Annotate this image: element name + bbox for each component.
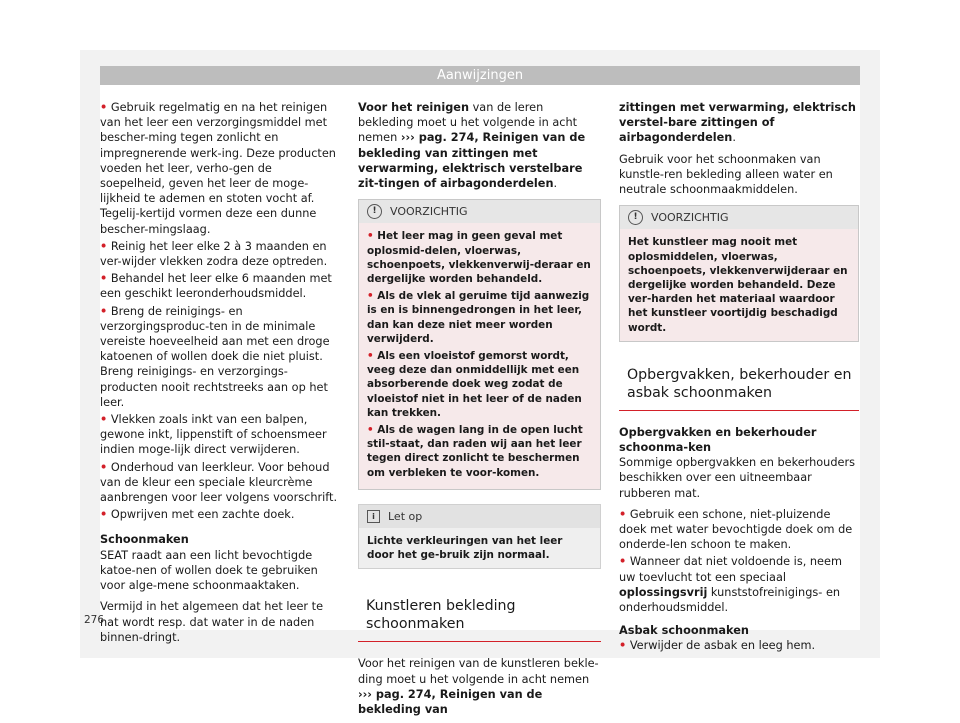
bullet-icon: • (100, 460, 108, 474)
bullet-icon: • (367, 290, 374, 303)
info-icon: i (367, 510, 380, 523)
list-item: • Als de vlek al geruime tijd aanwezig is en is binnengedrongen in het leer, dan kan deze niet meer worden verwijderd. (367, 290, 590, 345)
list-item: • Het leer mag in geen geval met oplosmid-delen, vloerwas, schoenpoets, vlekkenverwij-deraar en dergelijke worden behandeld. (367, 230, 591, 286)
list-item: • Verwijder de asbak en leeg hem. (619, 639, 816, 653)
warning-box (619, 205, 859, 342)
paragraph: Gebruik voor het schoonmaken van kunstle-ren bekleding alleen water en neutrale schoonmaakmiddelen. (619, 152, 833, 197)
paragraph-continuation: zittingen met verwarming, elektrisch verstel-bare zittingen of airbagonderdelen. (619, 101, 856, 145)
bullet-icon: • (100, 272, 108, 286)
page-reference-link[interactable]: ››› pag. 274, Reinigen van de bekleding van zittingen met verwarming, elektrisch verstelbare zit-tingen of airbagonderdelen (358, 131, 586, 191)
bullet-icon: • (367, 350, 374, 363)
list-item: • Als een vloeistof gemorst wordt, veeg deze dan onmiddellijk met een absorberende doek weg zodat de vloeistof niet in het leer of de naden kan trekken. (367, 350, 582, 419)
column-1 (100, 100, 340, 651)
bullet-icon: • (619, 507, 627, 521)
bullet-icon: • (100, 304, 108, 318)
bullet-icon: • (100, 101, 108, 114)
warning-icon: ! (367, 204, 382, 219)
subheading-schoonmaken: Schoonmaken (100, 533, 189, 547)
page-reference-link[interactable]: zittingen met verwarming, elektrisch verstel-bare zittingen of airbagonderdelen (619, 101, 856, 145)
warning-header: ! VOORZICHTIG (359, 200, 600, 223)
bullet-icon: • (619, 639, 627, 653)
list-item: • Onderhoud van leerkleur. Voor behoud van de kleur een speciale kleurcrème aanbrengen voor leer volgens voorschrift. (100, 460, 338, 505)
page-header: Aanwijzingen (100, 66, 860, 85)
page-reference-link[interactable]: ››› pag. 274, Reinigen van de bekleding van (358, 687, 543, 717)
list-item: • Breng de reinigings- en verzorgingsproduc-ten in de minimale vereiste hoeveelheid aan met een droge katoenen of wollen doek die niet pluist. Breng reinigings- en verzorgings-producten nooit rechtstreeks aan op het leer. (100, 304, 330, 409)
subheading-asbak: Asbak schoonmaken (619, 624, 749, 638)
list-item: • Opwrijven met een zachte doek. (100, 508, 295, 522)
bullet-icon: • (367, 424, 374, 437)
intro-paragraph: Voor het reinigen van de leren bekleding moet u het volgende in acht nemen ››› pag. 274, Reinigen van de bekleding van zittingen met verwarming, elektrisch verstelbare zit-tingen of airbagonderdelen. (358, 101, 586, 191)
column-2 (358, 100, 601, 723)
list-item: • Gebruik regelmatig en na het reinigen van het leer een verzorgingsmiddel met bescher-ming tegen zonlicht en impregnerende werk-ing. Deze producten voeden het leer, verho-gen de soepelheid, geven het leer de moge-lijkheid te ademen en stoten vocht af. Tegelij-kertijd vormen deze een dunne bescher-mingslaag. (100, 101, 336, 236)
warning-box (358, 199, 601, 490)
note-box (358, 504, 601, 570)
note-body: Lichte verkleuringen van het leer door het ge-bruik zijn normaal. (367, 535, 563, 562)
section-title-opbergvakken: Opbergvakken, bekerhouder en asbak schoonmaken (619, 356, 859, 411)
list-item: • Reinig het leer elke 2 à 3 maanden en ver-wijder vlekken zodra deze optreden. (100, 239, 328, 269)
column-3 (619, 100, 859, 656)
list-item: • Behandel het leer elke 6 maanden met een geschikt leeronderhoudsmiddel. (100, 272, 332, 301)
bullet-icon: • (100, 508, 108, 522)
subheading-opbergvakken: Opbergvakken en bekerhouder schoonma-ken (619, 425, 817, 455)
list-item: • Gebruik een schone, niet-pluizende doek met water bevochtigde doek om de onderde-len schoon te maken. (619, 507, 853, 552)
page-number: 276 (84, 614, 105, 626)
bullet-icon: • (100, 239, 108, 253)
bullet-icon: • (367, 230, 374, 243)
list-item: • Wanneer dat niet voldoende is, neem uw toevlucht tot een speciaal oplossingsvrij kunststofreinigings- en onderhoudsmiddel. (619, 555, 842, 615)
warning-body: Het kunstleer mag nooit met oplosmiddelen, vloerwas, schoenpoets, vlekkenverwijderaar en dergelijke worden behandeld. Deze ver-harden het materiaal waardoor het kunstleer voortijdig beschadigd wordt. (628, 236, 848, 334)
warning-body (359, 223, 600, 488)
section-title-kunstleren: Kunstleren bekleding schoonmaken (358, 587, 601, 642)
paragraph: Voor het reinigen van de kunstleren bekle-ding moet u het volgende in acht nemen ››› pag. 274, Reinigen van de bekleding van (358, 657, 599, 717)
list-item: • Als de wagen lang in de open lucht stil-staat, dan raden wij aan het leer tegen direct zonlicht te beschermen om verbleken te voor-komen. (367, 424, 583, 479)
note-header: i Let op (359, 505, 600, 528)
content-area (100, 85, 860, 717)
list-item: • Vlekken zoals inkt van een balpen, gewone inkt, lippenstift of schoensmeer indien moge-lijk direct verwijderen. (100, 413, 327, 457)
warning-icon: ! (628, 210, 643, 225)
warning-header: ! VOORZICHTIG (620, 206, 858, 229)
bullet-icon: • (619, 555, 627, 569)
paragraph: Vermijd in het algemeen dat het leer te nat wordt resp. dat water in de naden binnen-dringt. (100, 600, 324, 644)
paragraph: SEAT raadt aan een licht bevochtigde katoe-nen of wollen doek te gebruiken voor alge-mene schoonmaaktaken. (100, 548, 318, 593)
paragraph: Sommige opbergvakken en bekerhouders beschikken over een uitneembaar rubberen mat. (619, 456, 855, 500)
bullet-icon: • (100, 413, 108, 427)
